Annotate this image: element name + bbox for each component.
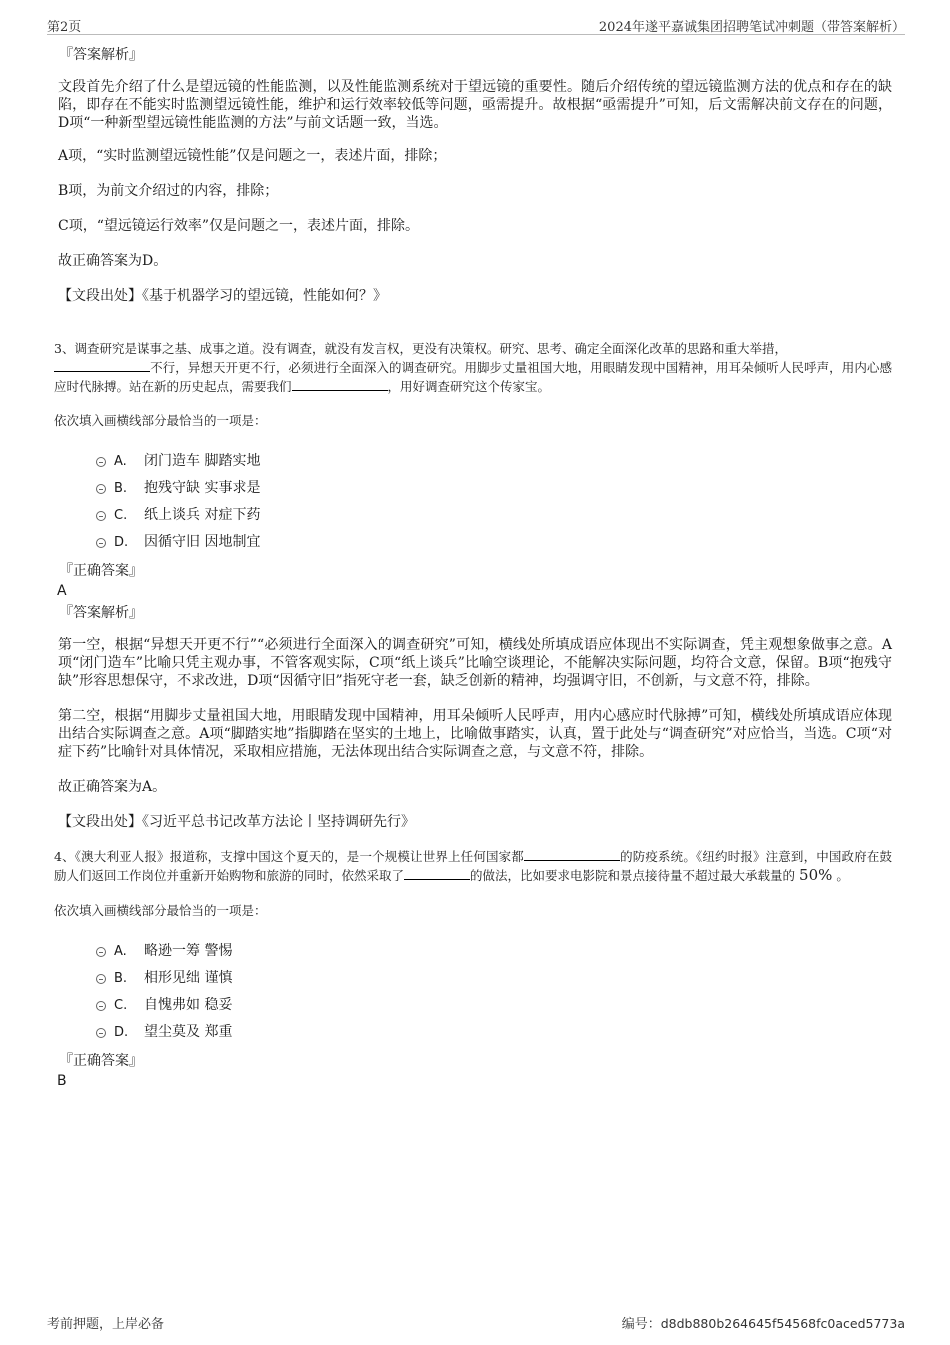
radio-icon[interactable] <box>96 457 106 467</box>
source-citation: 【文段出处】《习近平总书记改革方法论丨坚持调研先行》 <box>58 814 415 830</box>
question-stem <box>54 339 892 396</box>
option-b[interactable] <box>56 475 892 502</box>
question-3 <box>56 339 892 831</box>
analysis-paragraph: 文段首先介绍了什么是望远镜的性能监测，以及性能监测系统对于望远镜的重要性。随后介绍传统的望远镜监测方法的优点和存在的缺陷，即存在不能实时监测望远镜性能，维护和运行效率较低等问题，亟需提升。故根据“亟需提升”可知，后文需解决前文存在的问题，D项“一种新型望远镜性能监测的方法”与前文话题一致，当选。 <box>58 79 892 131</box>
option-text: 因循守旧 因地制宜 <box>144 534 261 550</box>
question-4 <box>56 847 892 1090</box>
stem-text: 4、《澳大利亚人报》报道称，支撑中国这个夏天的，是一个规模让世界上任何国家都 <box>54 849 524 864</box>
option-d[interactable] <box>56 1019 892 1046</box>
option-text: 闭门造车 脚踏实地 <box>144 453 261 469</box>
fill-blank <box>292 378 388 391</box>
q2-analysis-section <box>56 44 892 305</box>
footer-slogan: 考前押题，上岸必备 <box>47 1317 165 1332</box>
option-letter: D. <box>114 1025 129 1040</box>
radio-icon[interactable] <box>96 538 106 548</box>
page-number: 第2页 <box>47 20 82 35</box>
radio-icon[interactable] <box>96 947 106 957</box>
option-c[interactable] <box>56 502 892 529</box>
document-code <box>622 1313 905 1332</box>
analysis-label: 『答案解析』 <box>59 605 143 621</box>
radio-icon[interactable] <box>96 511 106 521</box>
options-list <box>56 938 892 1046</box>
page-header <box>47 14 905 35</box>
question-stem <box>54 847 892 885</box>
main-content <box>56 44 892 1090</box>
option-text: 相形见绌 谨慎 <box>144 970 233 986</box>
option-letter: A. <box>114 454 127 469</box>
option-letter: D. <box>114 535 129 550</box>
option-text: 略逊一筹 警惕 <box>144 943 233 959</box>
option-text: 抱残守缺 实事求是 <box>144 480 261 496</box>
conclusion: 故正确答案为A。 <box>58 779 167 795</box>
option-a[interactable] <box>56 448 892 475</box>
analysis-paragraph: A项，“实时监测望远镜性能”仅是问题之一，表述片面，排除； <box>58 148 447 164</box>
radio-icon[interactable] <box>96 484 106 494</box>
option-letter: A. <box>114 944 127 959</box>
stem-text: 。 <box>836 868 849 883</box>
stem-text: 不行，异想天开更不行，必须进行全面深入的调查研究。用脚步丈量祖国大地，用眼睛发现中国精神，用耳朵倾听人民呼声，用内心感应时代脉搏。站在新的历史起点，需要我们 <box>54 360 892 394</box>
question-prompt: 依次填入画横线部分最恰当的一项是： <box>54 413 267 428</box>
option-letter: C. <box>114 508 128 523</box>
source-citation: 【文段出处】《基于机器学习的望远镜，性能如何？》 <box>58 288 387 304</box>
stem-text: 的做法，比如要求电影院和景点接待量不超过最大承载量的 <box>470 868 796 883</box>
option-a[interactable] <box>56 938 892 965</box>
option-d[interactable] <box>56 529 892 556</box>
option-text: 望尘莫及 郑重 <box>144 1024 233 1040</box>
fill-blank <box>54 359 150 372</box>
stem-text: 3、调查研究是谋事之基、成事之道。没有调查，就没有发言权，更没有决策权。研究、思考、确定全面深化改革的思路和重大举措， <box>54 341 787 356</box>
analysis-paragraph: 第一空，根据“异想天开更不行”“必须进行全面深入的调查研究”可知，横线处所填成语应体现出不实际调查，凭主观想象做事之意。A项“闭门造车”比喻只凭主观办事，不管客观实际，C项“纸上谈兵”比喻空谈理论，不能解决实际问题，均符合文意，保留。B项“抱残守缺”形容思想保守，不求改进，D项“因循守旧”指死守老一套，缺乏创新的精神，均强调守旧，不创新，与文意不符，排除。 <box>58 637 892 689</box>
document-title: 2024年遂平嘉诚集团招聘笔试冲刺题（带答案解析） <box>598 20 905 35</box>
correct-answer: A <box>57 583 67 599</box>
option-letter: B. <box>114 971 128 986</box>
percentage-value: 50% <box>799 866 833 884</box>
option-letter: B. <box>114 481 128 496</box>
stem-text: ，用好调查研究这个传家宝。 <box>387 379 551 394</box>
analysis-paragraph: B项，为前文介绍过的内容，排除； <box>58 183 279 199</box>
fill-blank <box>524 848 620 861</box>
analysis-label: 『答案解析』 <box>59 47 143 63</box>
radio-icon[interactable] <box>96 1001 106 1011</box>
option-text: 纸上谈兵 对症下药 <box>144 507 261 523</box>
radio-icon[interactable] <box>96 1028 106 1038</box>
option-letter: C. <box>114 998 128 1013</box>
correct-answer: B <box>57 1073 67 1089</box>
correct-answer-label: 『正确答案』 <box>59 1053 143 1069</box>
page-footer <box>47 1313 905 1332</box>
code-value: d8db880b264645f54568fc0aced5773a <box>660 1316 905 1331</box>
question-prompt: 依次填入画横线部分最恰当的一项是： <box>54 903 267 918</box>
option-c[interactable] <box>56 992 892 1019</box>
stem-text: 的防疫系统。《纽约时报》注意到，中国政府在鼓励人们返回工作岗位并重新开始购物和旅游的同时，依然采取了 <box>54 849 892 883</box>
options-list <box>56 448 892 556</box>
correct-answer-label: 『正确答案』 <box>59 563 143 579</box>
analysis-paragraph: C项，“望远镜运行效率”仅是问题之一，表述片面，排除。 <box>58 218 420 234</box>
fill-blank <box>404 867 470 880</box>
code-label: 编号： <box>621 1317 661 1332</box>
radio-icon[interactable] <box>96 974 106 984</box>
conclusion: 故正确答案为D。 <box>58 253 168 269</box>
option-b[interactable] <box>56 965 892 992</box>
option-text: 自愧弗如 稳妥 <box>144 997 233 1013</box>
analysis-paragraph: 第二空，根据“用脚步丈量祖国大地，用眼睛发现中国精神，用耳朵倾听人民呼声，用内心感应时代脉搏”可知，横线处所填成语应体现出结合实际调查之意。A项“脚踏实地”指脚踏在坚实的土地上，比喻做事踏实，认真，置于此处与“调查研究”对应恰当，当选。C项“对症下药”比喻针对具体情况，采取相应措施，无法体现出结合实际调查之意，与文意不符，排除。 <box>58 708 892 760</box>
